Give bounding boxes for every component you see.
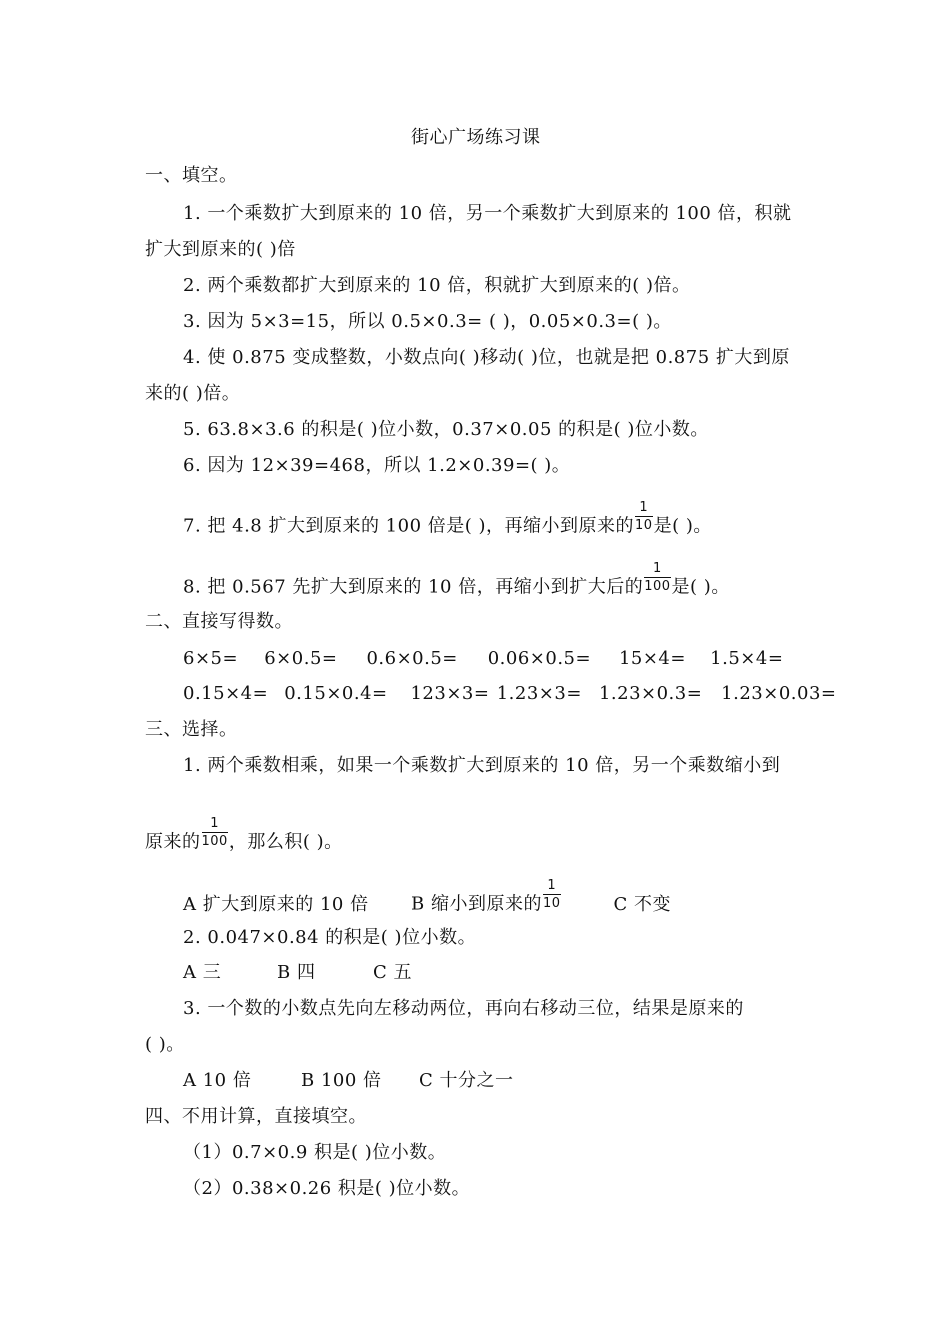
option-c: C 不变 (613, 893, 671, 915)
s3-q1-fraction (202, 816, 228, 849)
calc-item: 1.23×3= (496, 683, 582, 704)
s3-question2-options (183, 962, 412, 984)
s1-question1-line1: 1. 一个乘数扩大到原来的 10 倍，另一个乘数扩大到原来的 100 倍，积就 (183, 203, 792, 224)
s3-question1-options (183, 878, 671, 921)
section2-heading: 二、直接写得数。 (145, 611, 293, 632)
fraction-denominator: 100 (201, 834, 228, 849)
s1-question4-line1: 4. 使 0.875 变成整数，小数点向( )移动( )位，也就是把 0.875 扩大到原 (183, 347, 790, 368)
s1-question5: 5. 63.8×3.6 的积是( )位小数，0.37×0.05 的积是( )位小数。 (183, 419, 709, 440)
s3-question3-options (183, 1070, 514, 1092)
s1-q8-text: 8. 把 0.567 先扩大到原来的 10 倍，再缩小到扩大后的 (183, 576, 644, 598)
option-a: A 三 (183, 962, 222, 983)
option-c: C 十分之一 (419, 1070, 514, 1091)
option-a: A 扩大到原来的 10 倍 (183, 893, 369, 915)
s1-q7-fraction (635, 500, 653, 533)
s3-question3-line2: ( )。 (145, 1034, 185, 1055)
s1-question4-line2: 来的( )倍。 (145, 383, 241, 404)
option-c: C 五 (373, 962, 412, 983)
s1-question3: 3. 因为 5×3=15，所以 0.5×0.3= ( )，0.05×0.3=( )。 (183, 311, 672, 332)
calc-item: 0.06×0.5= (487, 648, 592, 669)
calc-item: 15×4= (618, 648, 686, 669)
calc-item: 0.15×0.4= (284, 683, 388, 704)
s1-q8-fraction (644, 561, 670, 594)
fraction-denominator: 10 (542, 896, 561, 911)
s1-question6: 6. 因为 12×39=468，所以 1.2×0.39=( )。 (183, 455, 571, 476)
fraction-bar (644, 577, 670, 578)
section3-heading: 三、选择。 (145, 719, 238, 740)
fraction-numerator: 1 (639, 500, 649, 515)
s3-question2: 2. 0.047×0.84 的积是( )位小数。 (183, 927, 477, 948)
s1-q7-tail: 是( )。 (653, 515, 712, 537)
s3-q1-text: 原来的 (145, 831, 201, 853)
fraction-numerator: 1 (210, 816, 220, 831)
option-b: B 100 倍 (301, 1070, 382, 1091)
s3-question1-line2 (145, 816, 343, 859)
page-title: 街心广场练习课 (411, 127, 541, 148)
calc-item: 0.15×4= (183, 683, 269, 704)
s1-question2: 2. 两个乘数都扩大到原来的 10 倍，积就扩大到原来的( )倍。 (183, 275, 691, 296)
s1-question7 (183, 500, 712, 543)
fraction-bar (635, 516, 653, 517)
option-b: B 缩小到原来的 (411, 893, 542, 915)
fraction-numerator: 1 (652, 561, 662, 576)
option-b-fraction (543, 878, 561, 911)
s4-question1: （1）0.7×0.9 积是( )位小数。 (183, 1142, 447, 1163)
calc-item: 1.23×0.03= (721, 683, 837, 704)
fraction-denominator: 10 (635, 518, 653, 533)
fraction-numerator: 1 (547, 878, 557, 893)
calc-row-2 (183, 683, 837, 705)
s3-question3-line1: 3. 一个数的小数点先向左移动两位，再向右移动三位，结果是原来的 (183, 998, 744, 1019)
calc-item: 1.5×4= (710, 648, 784, 669)
s4-question2: （2）0.38×0.26 积是( )位小数。 (183, 1178, 471, 1199)
fraction-bar (202, 832, 228, 833)
s1-q8-tail: 是( )。 (671, 576, 730, 598)
calc-item: 123×3= (410, 683, 490, 704)
s3-q1-tail: ，那么积( )。 (228, 831, 343, 853)
s1-q7-text: 7. 把 4.8 扩大到原来的 100 倍是( )，再缩小到原来的 (183, 515, 635, 537)
option-a: A 10 倍 (183, 1070, 252, 1091)
fraction-denominator: 100 (644, 579, 671, 594)
section4-heading: 四、不用计算，直接填空。 (145, 1106, 367, 1127)
calc-row-1 (183, 648, 783, 670)
section1-heading: 一、填空。 (145, 165, 238, 186)
s1-question8 (183, 561, 730, 604)
option-b: B 四 (277, 962, 316, 983)
s1-question1-line2: 扩大到原来的( )倍 (145, 239, 296, 260)
s3-question1-line1: 1. 两个乘数相乘，如果一个乘数扩大到原来的 10 倍，另一个乘数缩小到 (183, 755, 781, 776)
calc-item: 0.6×0.5= (366, 648, 458, 669)
calc-item: 6×0.5= (264, 648, 338, 669)
fraction-bar (543, 894, 561, 895)
calc-item: 6×5= (183, 648, 239, 669)
calc-item: 1.23×0.3= (598, 683, 703, 704)
